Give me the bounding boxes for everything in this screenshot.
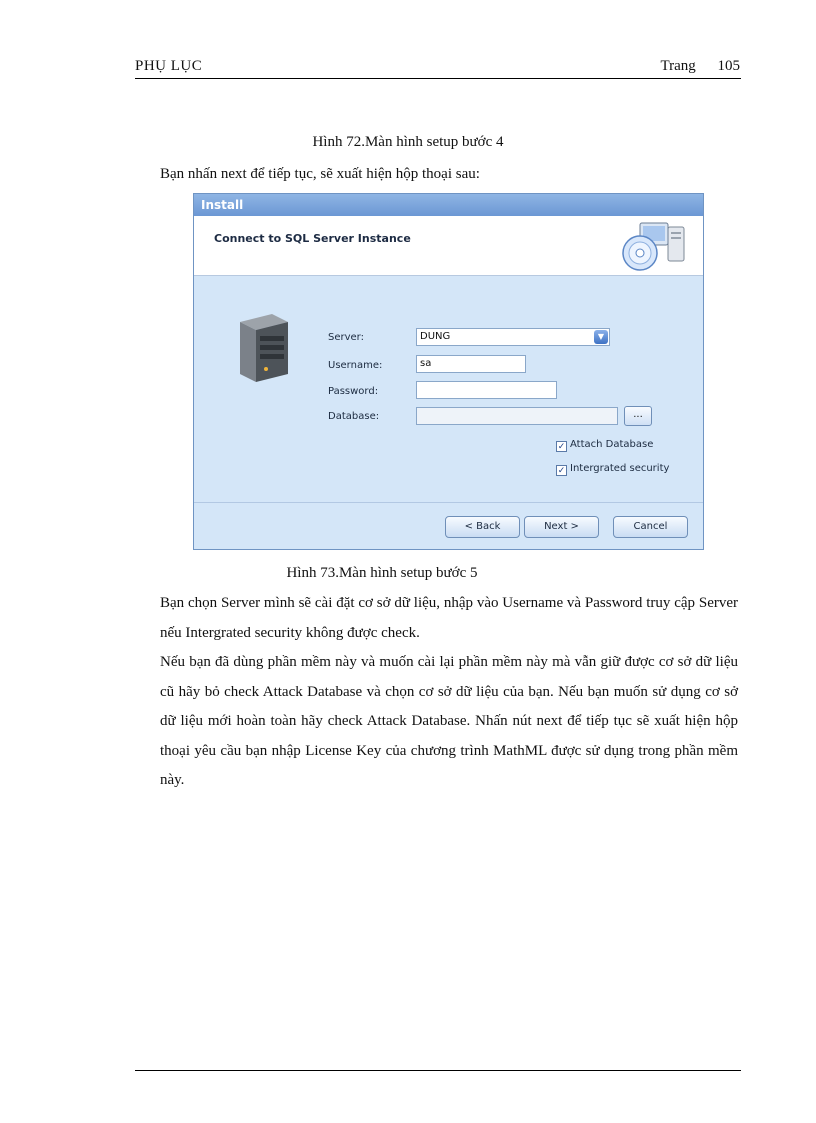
server-label: Server: — [328, 332, 364, 343]
browse-button[interactable]: ... — [624, 406, 652, 426]
figure-caption-73: Hình 73.Màn hình setup bước 5 — [286, 565, 478, 581]
server-value: DUNG — [420, 331, 451, 342]
page-label: Trang — [660, 58, 696, 74]
username-input[interactable]: sa — [416, 355, 526, 373]
button-separator — [194, 502, 703, 503]
next-button[interactable]: Next > — [524, 516, 599, 538]
dialog-banner — [194, 216, 703, 276]
page-number: 105 — [717, 58, 740, 74]
dialog-titlebar: Install — [194, 194, 703, 216]
integrated-security-label: Intergrated security — [570, 463, 670, 474]
checkmark-icon: ✓ — [557, 442, 566, 452]
password-label: Password: — [328, 386, 379, 397]
server-tower-icon — [232, 312, 292, 384]
database-label: Database: — [328, 411, 380, 422]
footer-rule — [135, 1070, 741, 1071]
cancel-button[interactable]: Cancel — [613, 516, 688, 538]
header-rule — [135, 78, 741, 79]
integrated-security-checkbox[interactable] — [556, 463, 669, 476]
cd-computer-icon — [620, 221, 690, 273]
back-button[interactable]: < Back — [445, 516, 520, 538]
database-input[interactable] — [416, 407, 618, 425]
attach-database-label: Attach Database — [570, 439, 654, 450]
password-input[interactable] — [416, 381, 557, 399]
chevron-down-icon[interactable]: ▼ — [594, 330, 608, 344]
install-dialog-screenshot — [193, 193, 704, 550]
checkmark-icon: ✓ — [557, 466, 566, 476]
header-section-title: PHỤ LỤC — [135, 58, 203, 74]
username-label: Username: — [328, 360, 383, 371]
paragraph-database: Nếu bạn đã dùng phần mềm này và muốn cài lại phần mềm này mà vẫn giữ được cơ sở dữ liệu cũ hãy bỏ check Attack Database và chọn cơ sở dữ liệu của bạn. Nếu bạn muốn sử dụng cơ sở dữ liệu mới hoàn toàn hãy check Attack Database. Nhấn nút next để tiếp tục sẽ xuất hiện hộp thoại yêu cầu bạn nhập License Key của chương trình MathML được sử dụng trong phần mềm này. — [160, 654, 738, 789]
server-dropdown[interactable] — [416, 328, 610, 346]
figure-caption-72: Hình 72.Màn hình setup bước 4 — [312, 134, 504, 150]
header-page-info — [660, 58, 740, 75]
dialog-heading: Connect to SQL Server Instance — [214, 232, 411, 245]
intro-text: Bạn nhấn next để tiếp tục, sẽ xuất hiện hộp thoại sau: — [160, 166, 480, 182]
paragraph-server: Bạn chọn Server mình sẽ cài đặt cơ sở dữ liệu, nhập vào Username và Password truy cập Server nếu Intergrated security không được check. — [160, 595, 738, 641]
attach-database-checkbox[interactable] — [556, 439, 653, 452]
